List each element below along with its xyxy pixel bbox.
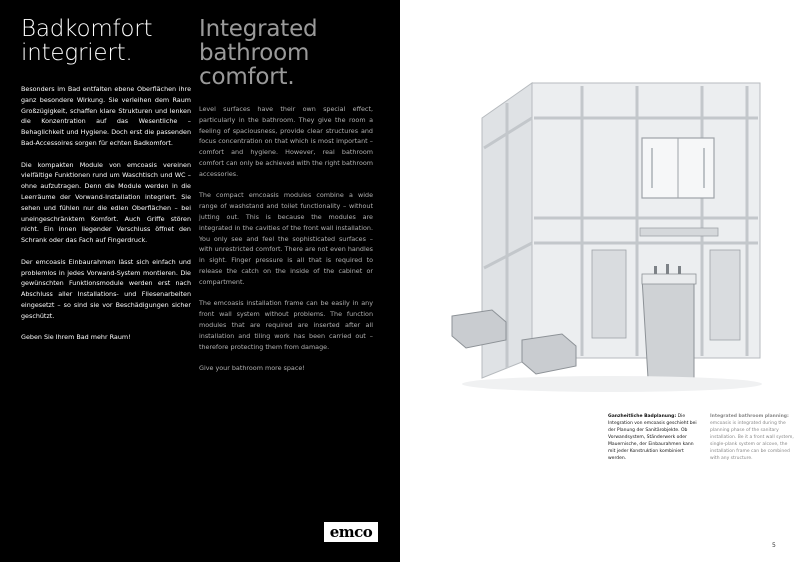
title-german-line-2: integriert. <box>21 40 133 66</box>
german-paragraph: Die kompakten Module von emcoasis vereinen vielfältige Funktionen rund um Waschtisch und WC – ohne aufzutragen. Denn die Module werden in die Leerräume der Vorwand-Installation integriert. Sie sehen und fühlen nur die edlen Oberflächen – bei uneingeschränktem Komfort. Auch Griffe stören nicht. Ein innen liegender Verschluss öffnet den Schrank oder das Fach auf Fingerdruck. <box>21 160 191 245</box>
toilet-right <box>522 334 576 374</box>
title-english-line-2: bathroom <box>199 40 310 66</box>
english-paragraph: The compact emcoasis modules combine a wide range of washstand and toilet functionality – without jutting out. This is because the modules are integrated in the cavities of the front wall installation. You only see and feel the sophisticated surfaces – with unrestricted comfort. There are not even handles in sight. Finger pressure is all that is required to release the catch on the inside of the cabinet or compartment. <box>199 191 373 286</box>
german-paragraph: Der emcoasis Einbaurahmen lässt sich einfach und problemlos in jedes Vorwand-System montieren. Die gewünschten Funktionsmodule werden erst nach Abschluss aller Installations- und Fliesenarbeiten eingesetzt – so sind sie vor Beschädigungen sicher geschützt. <box>21 257 191 320</box>
english-paragraph: Level surfaces have their own special effect, particularly in the bathroom. They give the room a feeling of spaciousness, provide clear structures and focus concentration on that which is most important – comfort and hygiene. However, real bathroom comfort can only be achieved with the right bathroom accessories. <box>199 105 373 178</box>
german-paragraph: Besonders im Bad entfalten ebene Oberflächen ihre ganz besondere Wirkung. Sie verleihen dem Raum Großzügigkeit, schaffen klare Strukturen und lenken die Konzentration auf das Wesentliche – Behaglichkeit und Hygiene. Doch erst die passenden Bad-Accessoires sorgen für echten Badkomfort. <box>21 85 191 147</box>
title-english-line-3: comfort. <box>199 64 295 90</box>
caption-english <box>710 413 796 462</box>
caption-german-heading: Ganzheitliche Badplanung: <box>608 414 677 419</box>
english-text-column <box>199 104 373 385</box>
english-paragraph: The emcoasis installation frame can be easily in any front wall system without problems. The function modules that are required are inserted after all installation and tiling work has been carried out – therefore protecting them from damage. <box>199 299 373 351</box>
german-text-column <box>21 84 191 354</box>
product-photo-bathroom-frame <box>442 78 774 402</box>
left-module <box>592 250 626 338</box>
caption-english-heading: Integrated bathroom planning: <box>710 414 789 419</box>
page-number: 5 <box>772 542 776 549</box>
emco-logo: emco <box>324 522 378 542</box>
right-module <box>710 250 740 340</box>
title-english <box>199 17 317 89</box>
washbasin <box>642 278 694 378</box>
caption-german-body: Die Integration von emcoasis geschieht bei der Planung der Sanitärobjekte. Ob Vorwandsystem, Ständerwerk oder Mauernische, der Einbaurahmen kann mit jeder Konstruktion kombiniert werden. <box>608 414 697 461</box>
caption-german <box>608 413 702 462</box>
right-page <box>400 0 800 562</box>
german-paragraph: Geben Sie Ihrem Bad mehr Raum! <box>21 333 131 342</box>
english-paragraph: Give your bathroom more space! <box>199 364 305 373</box>
title-german-line-1: Badkomfort <box>21 16 153 42</box>
title-german <box>21 17 152 65</box>
caption-english-body: emcoasis is integrated during the planning phase of the sanitary installation. Be it a front wall system, single-plank system or alcove, the installation frame can be combined with any structure. <box>710 421 794 461</box>
title-english-line-1: Integrated <box>199 16 318 42</box>
shelf <box>640 228 718 236</box>
